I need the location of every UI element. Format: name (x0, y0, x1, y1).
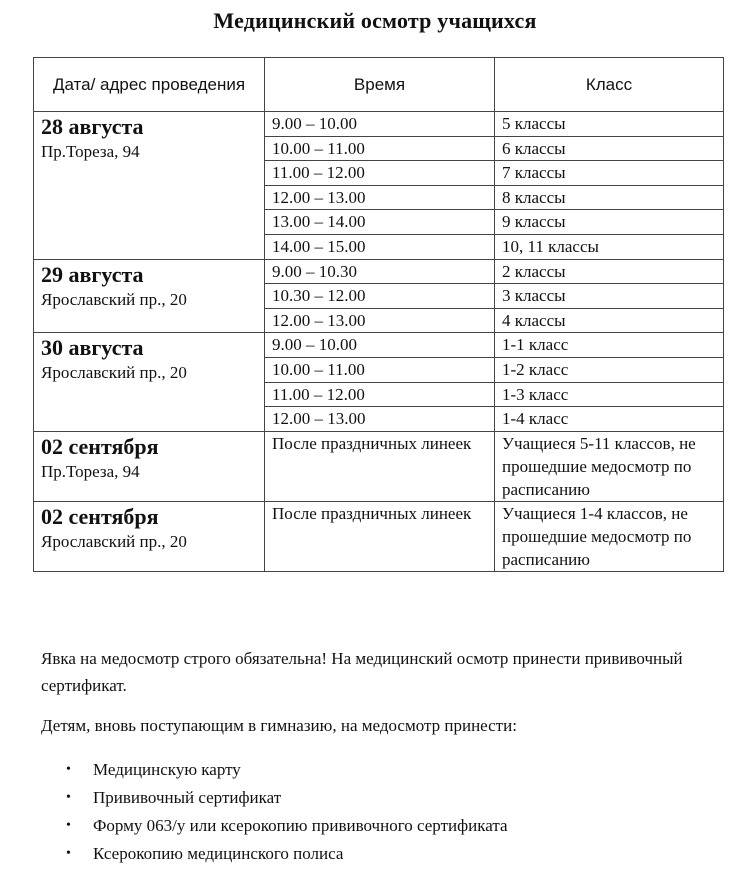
list-item (41, 784, 508, 812)
date-label: 30 августа (41, 335, 144, 361)
time-cell: 9.00 – 10.30 (265, 259, 495, 284)
date-address-cell (34, 333, 265, 431)
date-address-cell (34, 431, 265, 501)
date-address-cell (34, 501, 265, 571)
bullet-icon: • (66, 790, 71, 805)
time-cell: 12.00 – 13.00 (265, 308, 495, 333)
list-item (41, 840, 508, 868)
table-header-row (34, 58, 724, 112)
class-cell: 7 классы (495, 161, 724, 186)
time-cell: После праздничных линеек (265, 431, 495, 501)
list-item-text: Ксерокопию медицинского полиса (93, 844, 344, 863)
list-item (41, 756, 508, 784)
time-cell: 10.00 – 11.00 (265, 136, 495, 161)
date-label: 29 августа (41, 261, 144, 287)
bullet-icon: • (66, 846, 71, 861)
time-cell: 10.30 – 12.00 (265, 284, 495, 309)
header-class: Класс (495, 58, 724, 112)
time-cell: 11.00 – 12.00 (265, 161, 495, 186)
header-date-address: Дата/ адрес проведения (34, 58, 265, 112)
class-cell: 8 классы (495, 185, 724, 210)
date-address-cell (34, 259, 265, 333)
address-label: Ярославский пр., 20 (41, 531, 187, 551)
schedule-body (34, 112, 724, 572)
list-item (41, 812, 508, 840)
bullet-icon: • (66, 762, 71, 777)
table-row (34, 431, 724, 501)
list-item-text: Медицинскую карту (93, 760, 241, 779)
time-cell: 10.00 – 11.00 (265, 357, 495, 382)
date-label: 02 сентября (41, 433, 159, 459)
time-cell: 11.00 – 12.00 (265, 382, 495, 407)
class-cell: 5 классы (495, 112, 724, 137)
table-row (34, 501, 724, 571)
class-cell: 1-4 класс (495, 407, 724, 432)
table-row (34, 112, 724, 137)
class-cell: 2 классы (495, 259, 724, 284)
class-cell: 10, 11 классы (495, 234, 724, 259)
list-item-text: Форму 063/у или ксерокопию прививочного сертификата (93, 816, 508, 835)
class-cell: 4 классы (495, 308, 724, 333)
address-label: Ярославский пр., 20 (41, 289, 187, 309)
class-cell: 1-3 класс (495, 382, 724, 407)
class-cell: Учащиеся 1-4 классов, не прошедшие медосмотр по расписанию (495, 501, 724, 571)
header-time: Время (265, 58, 495, 112)
class-cell: 1-2 класс (495, 357, 724, 382)
table-row (34, 259, 724, 284)
time-cell: 13.00 – 14.00 (265, 210, 495, 235)
time-cell: 9.00 – 10.00 (265, 333, 495, 358)
table-row (34, 333, 724, 358)
date-label: 28 августа (41, 114, 144, 139)
attendance-note: Явка на медосмотр строго обязательна! На медицинский осмотр принести прививочный сертификат. (41, 649, 683, 695)
list-item-text: Прививочный сертификат (93, 788, 282, 807)
class-cell: 3 классы (495, 284, 724, 309)
class-cell: Учащиеся 5-11 классов, не прошедшие медосмотр по расписанию (495, 431, 724, 501)
time-cell: 9.00 – 10.00 (265, 112, 495, 137)
class-cell: 6 классы (495, 136, 724, 161)
time-cell: 12.00 – 13.00 (265, 185, 495, 210)
time-cell: 12.00 – 13.00 (265, 407, 495, 432)
bullet-icon: • (66, 818, 71, 833)
required-documents-list (41, 756, 508, 868)
date-address-cell (34, 112, 265, 260)
time-cell: После праздничных линеек (265, 501, 495, 571)
class-cell: 1-1 класс (495, 333, 724, 358)
address-label: Ярославский пр., 20 (41, 363, 187, 383)
time-cell: 14.00 – 15.00 (265, 234, 495, 259)
class-cell: 9 классы (495, 210, 724, 235)
address-label: Пр.Тореза, 94 (41, 142, 140, 161)
newcomers-note: Детям, вновь поступающим в гимназию, на медосмотр принести: (41, 716, 517, 735)
page-title: Медицинский осмотр учащихся (213, 8, 537, 33)
schedule-table (33, 57, 724, 572)
address-label: Пр.Тореза, 94 (41, 461, 140, 481)
date-label: 02 сентября (41, 503, 159, 529)
